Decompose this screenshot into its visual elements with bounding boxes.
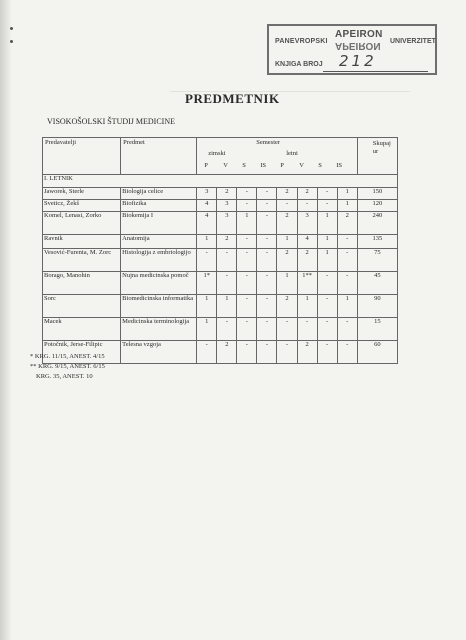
total-hours-cell: 75 [357, 249, 397, 272]
total-hours-cell: 90 [357, 295, 397, 318]
winter-hours-cell: - [237, 318, 257, 341]
bleed-through-line [170, 91, 410, 92]
teacher-cell: Macek [43, 318, 121, 341]
footnote: KRG. 35, ANEST. 10 [36, 373, 93, 380]
winter-hours-cell: - [217, 272, 237, 295]
stamp-left-word: PANEVROPSKI [275, 38, 328, 45]
table-row [43, 188, 398, 200]
summer-hours-cell: 2 [337, 212, 357, 235]
total-hours-cell: 120 [357, 200, 397, 212]
summer-hours-cell: 2 [277, 212, 297, 235]
summer-hours-cell: 1 [317, 249, 337, 272]
winter-hours-cell: - [237, 295, 257, 318]
total-hours-cell: 240 [357, 212, 397, 235]
summer-hours-cell: 2 [277, 295, 297, 318]
subject-cell: Histologija z embriologijo [121, 249, 197, 272]
summer-hours-cell: - [337, 341, 357, 364]
summer-hours-cell: - [337, 249, 357, 272]
winter-hours-cell: 1 [237, 212, 257, 235]
header-subject-cell [121, 138, 197, 175]
summer-hours-cell: - [337, 272, 357, 295]
punch-hole-mark [10, 40, 13, 43]
summer-hours-cell: 1 [297, 295, 317, 318]
stamp-right-word: UNIVERZITET [390, 38, 436, 45]
winter-hours-cell: 1 [197, 235, 217, 249]
table-row [43, 318, 398, 341]
header-summer-is: IS [336, 162, 343, 169]
header-total-line1: Skupaj [372, 140, 391, 147]
summer-hours-cell: 1 [317, 235, 337, 249]
table-header-row [43, 138, 398, 175]
winter-hours-cell: 2 [217, 188, 237, 200]
summer-hours-cell: 1** [297, 272, 317, 295]
total-hours-cell: 45 [357, 272, 397, 295]
header-winter: zimski [208, 150, 226, 157]
subject-cell: Biokemija I [121, 212, 197, 235]
subject-cell: Medicinska terminologija [121, 318, 197, 341]
page-edge-shadow [0, 0, 12, 640]
winter-hours-cell: - [257, 295, 277, 318]
subject-cell: Biologija celice [121, 188, 197, 200]
winter-hours-cell: - [237, 200, 257, 212]
winter-hours-cell: - [257, 272, 277, 295]
winter-hours-cell: 3 [217, 200, 237, 212]
winter-hours-cell: - [237, 235, 257, 249]
header-semester-cell [197, 138, 358, 175]
summer-hours-cell: 2 [297, 341, 317, 364]
summer-hours-cell: - [337, 318, 357, 341]
section-row [43, 175, 398, 188]
header-teachers-cell [43, 138, 121, 175]
winter-hours-cell: 1 [197, 295, 217, 318]
winter-hours-cell: - [217, 249, 237, 272]
header-winter-p: P [204, 162, 208, 169]
header-summer-p: P [280, 162, 284, 169]
total-hours-cell: 15 [357, 318, 397, 341]
winter-hours-cell: - [257, 341, 277, 364]
punch-hole-mark [10, 27, 13, 30]
teacher-cell: Vesović-Furenta, M. Zorc [43, 249, 121, 272]
winter-hours-cell: - [237, 272, 257, 295]
footnote: ** KRG. 9/15, ANEST. 6/15 [30, 363, 105, 370]
teacher-cell: Potočnik, Jerse-Filipic [43, 341, 121, 364]
winter-hours-cell: - [257, 200, 277, 212]
summer-hours-cell: 4 [297, 235, 317, 249]
summer-hours-cell: - [317, 318, 337, 341]
table-body [43, 188, 398, 364]
winter-hours-cell: - [217, 318, 237, 341]
summer-hours-cell: 1 [337, 295, 357, 318]
stamp-book-label: KNJIGA BROJ [275, 61, 323, 68]
university-stamp [267, 24, 437, 75]
footnotes [30, 352, 105, 382]
winter-hours-cell: - [257, 318, 277, 341]
summer-hours-cell: - [317, 272, 337, 295]
summer-hours-cell: - [297, 318, 317, 341]
total-hours-cell: 135 [357, 235, 397, 249]
stamp-underline [323, 71, 428, 72]
table-row [43, 200, 398, 212]
teacher-cell: Borago, Manohin [43, 272, 121, 295]
table-row [43, 272, 398, 295]
teacher-cell: Jaworek, Sterle [43, 188, 121, 200]
summer-hours-cell: 2 [277, 188, 297, 200]
stamp-brand-mirror: APEIRON [335, 40, 381, 51]
table-row [43, 235, 398, 249]
winter-hours-cell: 3 [217, 212, 237, 235]
winter-hours-cell: - [237, 341, 257, 364]
header-summer-v: V [299, 162, 304, 169]
summer-hours-cell: 1 [277, 272, 297, 295]
summer-hours-cell: 1 [277, 235, 297, 249]
summer-hours-cell: - [277, 341, 297, 364]
winter-hours-cell: - [237, 249, 257, 272]
table-row [43, 249, 398, 272]
winter-hours-cell: 1 [197, 318, 217, 341]
summer-hours-cell: - [317, 188, 337, 200]
header-winter-is: IS [260, 162, 267, 169]
teacher-cell: Ravnik [43, 235, 121, 249]
winter-hours-cell: 2 [217, 341, 237, 364]
winter-hours-cell: - [257, 249, 277, 272]
summer-hours-cell: - [317, 295, 337, 318]
header-total-line2: ur [372, 148, 379, 155]
table-row [43, 295, 398, 318]
header-winter-s: S [242, 162, 246, 169]
summer-hours-cell: - [317, 341, 337, 364]
header-subject: Predmet [123, 139, 145, 146]
winter-hours-cell: 4 [197, 200, 217, 212]
stamp-book-number: 212 [339, 52, 377, 70]
teacher-cell: Komel, Lenasi, Zorko [43, 212, 121, 235]
summer-hours-cell: 1 [337, 200, 357, 212]
summer-hours-cell: - [337, 235, 357, 249]
winter-hours-cell: 1 [217, 295, 237, 318]
winter-hours-cell: 3 [197, 188, 217, 200]
page-title: PREDMETNIK [185, 91, 280, 106]
section-label: I. LETNIK [43, 175, 398, 188]
footnote: * KRG. 11/15, ANEST. 4/15 [30, 353, 105, 360]
total-hours-cell: 60 [357, 341, 397, 364]
summer-hours-cell: 2 [297, 249, 317, 272]
summer-hours-cell: 2 [297, 188, 317, 200]
header-summer: letni [286, 150, 298, 157]
subject-cell: Anatomija [121, 235, 197, 249]
subject-cell: Nujna medicinska pomoč [121, 272, 197, 295]
summer-hours-cell: - [277, 318, 297, 341]
winter-hours-cell: - [237, 188, 257, 200]
subject-cell: Biofizika [121, 200, 197, 212]
winter-hours-cell: 2 [217, 235, 237, 249]
summer-hours-cell: - [297, 200, 317, 212]
summer-hours-cell: 3 [297, 212, 317, 235]
header-total-cell [357, 138, 397, 175]
winter-hours-cell: - [197, 249, 217, 272]
header-teachers: Predavatelji [45, 139, 77, 146]
winter-hours-cell: - [257, 188, 277, 200]
teacher-cell: Sveticz, Žekš [43, 200, 121, 212]
table-row [43, 212, 398, 235]
page-subtitle: VISOKOŠOLSKI ŠTUDIJ MEDICINE [47, 117, 175, 126]
summer-hours-cell: - [277, 200, 297, 212]
summer-hours-cell: 1 [337, 188, 357, 200]
total-hours-cell: 150 [357, 188, 397, 200]
summer-hours-cell: 1 [317, 212, 337, 235]
winter-hours-cell: 1* [197, 272, 217, 295]
header-semester: Semester [256, 139, 281, 146]
winter-hours-cell: 4 [197, 212, 217, 235]
subject-cell: Biomedicinska informatika [121, 295, 197, 318]
header-summer-s: S [318, 162, 322, 169]
winter-hours-cell: - [257, 212, 277, 235]
winter-hours-cell: - [257, 235, 277, 249]
winter-hours-cell: - [197, 341, 217, 364]
summer-hours-cell: - [317, 200, 337, 212]
teacher-cell: Sorc [43, 295, 121, 318]
subject-cell: Telesna vzgoja [121, 341, 197, 364]
header-winter-v: V [223, 162, 228, 169]
stamp-brand: APEIRON [335, 29, 383, 40]
curriculum-table [42, 137, 398, 364]
summer-hours-cell: 2 [277, 249, 297, 272]
